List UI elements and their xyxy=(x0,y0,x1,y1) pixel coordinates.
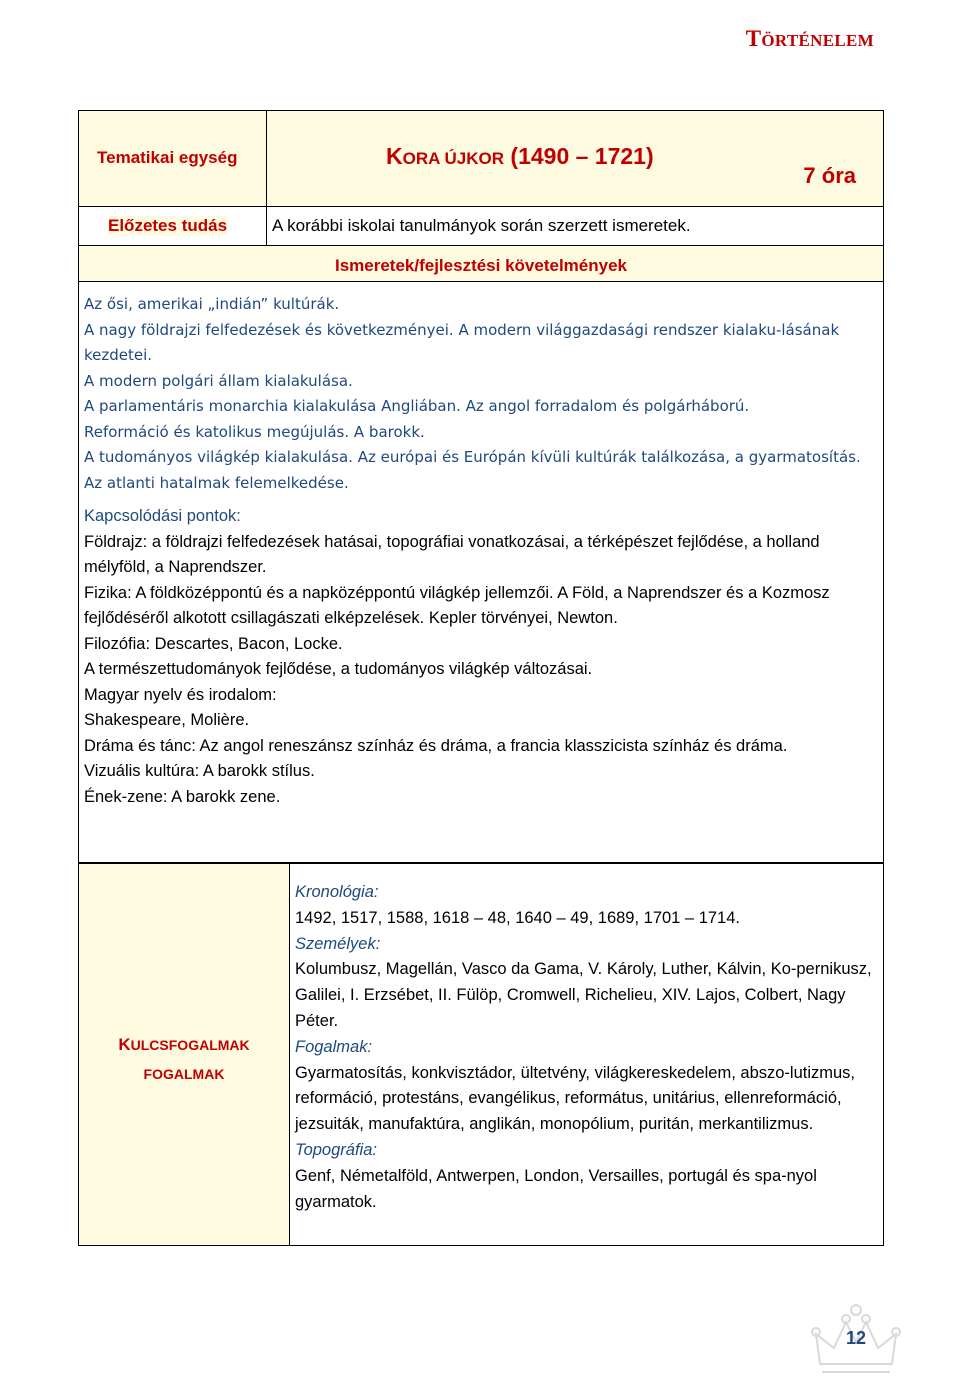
chronology-label: Kronológia: xyxy=(295,883,379,901)
requirement-item: A modern polgári állam kialakulása. xyxy=(84,371,353,390)
unit-title: KORA ÚJKOR (1490 – 1721) xyxy=(386,143,654,169)
persons-label: Személyek: xyxy=(295,934,381,953)
requirements-header xyxy=(79,246,883,282)
requirement-item: Reformáció és katolikus megújulás. A barokk. xyxy=(84,422,425,441)
concepts-label: Fogalmak: xyxy=(295,1037,373,1056)
connection-line: Földrajz: a földrajzi felfedezések hatásai, topográfiai vonatkozásai, a térképészet fejlődése, a holland mélyföld, a Naprendszer. xyxy=(84,532,820,576)
concepts: Gyarmatosítás, konkvisztádor, ültetvény, világkereskedelem, abszo-lutizmus, reformáció, protestáns, evangélikus, református, unitárius, ellenreformáció, jezsuiták, manufaktúra, anglikán, monopólium, puritán, merkantilizmus. xyxy=(295,1063,856,1134)
unit-hours: 7 óra xyxy=(803,163,856,188)
connection-line: Magyar nyelv és irodalom: xyxy=(84,685,277,704)
key-concepts-label-cell xyxy=(79,864,290,1245)
unit-label: Tematikai egység xyxy=(97,148,238,167)
connection-line: Ének-zene: A barokk zene. xyxy=(84,787,281,806)
key-concepts-content xyxy=(295,880,877,1215)
key-concepts-label: KULCSFOGALMAK FOGALMAK xyxy=(118,1035,250,1082)
requirements-label: Ismeretek/fejlesztési követelmények xyxy=(334,256,627,275)
page-number: 12 xyxy=(845,1328,867,1348)
topography-label: Topográfia: xyxy=(295,1140,377,1159)
connection-line: Fizika: A földközéppontú és a napközéppontú világkép jellemzői. A Föld, a Naprendszer és a Kozmosz fejlődéséről alkotott csillagászati elképzelések. Kepler törvényei, Newton. xyxy=(84,583,830,627)
connections-title: Kapcsolódási pontok: xyxy=(84,507,241,525)
connection-line: Vizuális kultúra: A barokk stílus. xyxy=(84,762,315,780)
connection-line: Shakespeare, Molière. xyxy=(84,711,250,729)
requirement-item: A parlamentáris monarchia kialakulása Angliában. Az angol forradalom és polgárháború. xyxy=(84,397,750,415)
requirements-content xyxy=(79,282,883,810)
connection-line: Dráma és tánc: Az angol reneszánsz színház és dráma, a francia klasszicista színház és dráma. xyxy=(84,736,788,755)
page-number-badge xyxy=(810,1300,902,1380)
persons: Kolumbusz, Magellán, Vasco da Gama, V. Károly, Luther, Kálvin, Ko-pernikusz, Galilei, I. Erzsébet, II. Fülöp, Cromwell, Richelieu, XIV. Lajos, Colbert, Nagy Péter. xyxy=(295,960,872,1030)
subject-header: TÖRTÉNELEM xyxy=(745,26,874,51)
unit-table xyxy=(78,110,884,863)
prior-label: Előzetes tudás xyxy=(108,216,228,235)
requirement-item: A tudományos világkép kialakulása. Az európai és Európán kívüli kultúrák találkozása, a gyarmatosítás. xyxy=(84,448,861,466)
connection-line: A természettudományok fejlődése, a tudományos világkép változásai. xyxy=(84,660,593,678)
requirements-list xyxy=(84,292,873,496)
unit-title-row xyxy=(79,111,883,207)
requirement-item: Az atlanti hatalmak felemelkedése. xyxy=(84,473,349,492)
topography: Genf, Németalföld, Antwerpen, London, Versailles, portugál és spa-nyol gyarmatok. xyxy=(295,1166,817,1211)
divider xyxy=(266,111,267,206)
prior-value: A korábbi iskolai tanulmányok során szerzett ismeretek. xyxy=(272,216,691,235)
requirement-item: A nagy földrajzi felfedezések és következményei. A modern világgazdasági rendszer kialaku-lásának kezdetei. xyxy=(84,320,840,364)
chronology: 1492, 1517, 1588, 1618 – 48, 1640 – 49, 1689, 1701 – 1714. xyxy=(295,908,740,927)
connection-line: Filozófia: Descartes, Bacon, Locke. xyxy=(84,634,343,653)
prior-knowledge-row xyxy=(79,207,883,246)
connections xyxy=(84,504,873,810)
requirement-item: Az ősi, amerikai „indián” kultúrák. xyxy=(84,295,340,313)
key-concepts-table xyxy=(78,863,884,1246)
divider xyxy=(266,207,267,245)
